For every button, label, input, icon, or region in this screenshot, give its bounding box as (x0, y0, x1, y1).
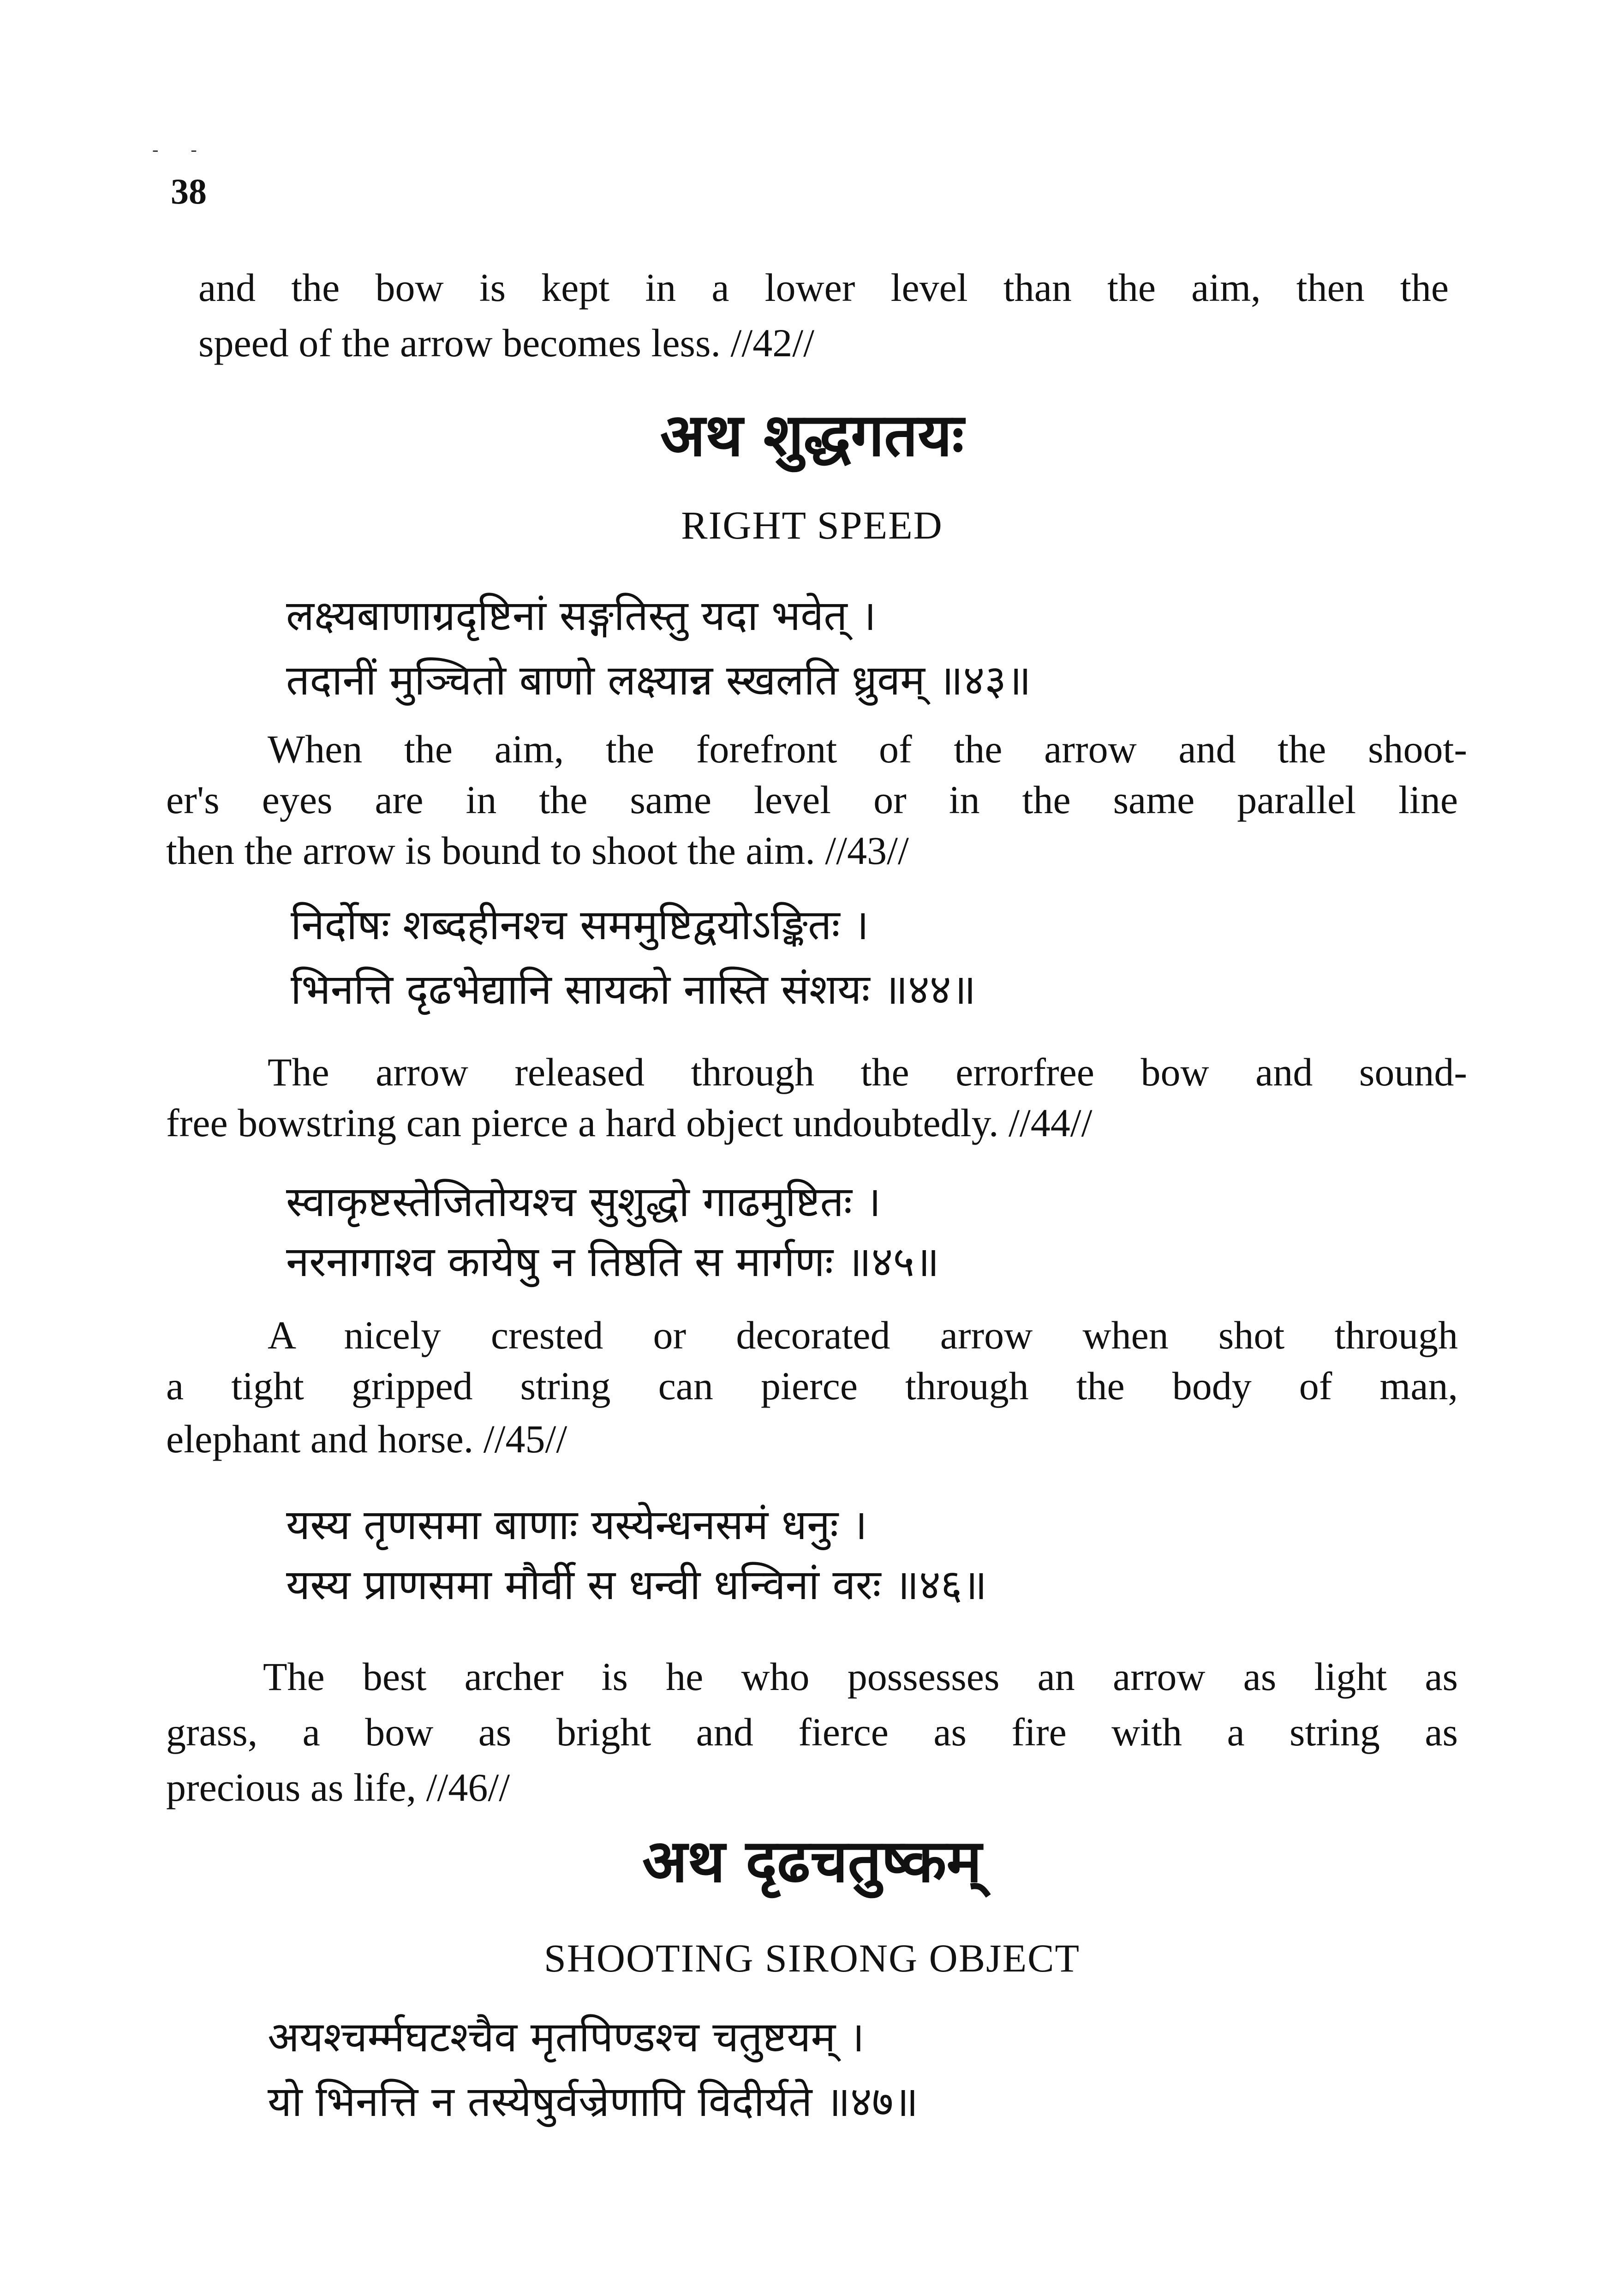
verse-45-line-2: नरनागाश्व कायेषु न तिष्ठति स मार्गणः ॥४५॥ (286, 1238, 940, 1286)
verse-44-line-1: निर्दोषः शब्दहीनश्च सममुष्टिद्वयोऽङ्कितः । (291, 901, 869, 949)
paragraph-46-line-1: The best archer is he who possesses an arrow as light as (263, 1654, 1458, 1699)
verse-46-line-1: यस्य तृणसमा बाणाः यस्येन्धनसमं धनुः । (286, 1501, 867, 1549)
paragraph-42-line-1: and the bow is kept in a lower level than the aim, then the (198, 265, 1449, 310)
paragraph-42-line-2: speed of the arrow becomes less. //42// (198, 321, 815, 365)
page-number: 38 (171, 171, 207, 211)
verse-43-line-2: तदानीं मुञ्चितो बाणो लक्ष्यान्न स्खलति ध्रुवम् ॥४३॥ (286, 656, 1031, 705)
section-heading-english-right-speed: RIGHT SPEED (681, 503, 943, 547)
paragraph-45-line-3: elephant and horse. //45// (166, 1417, 567, 1461)
verse-47-line-2: यो भिनत्ति न तस्येषुर्वज्रेणापि विदीर्यते ॥४७॥ (268, 2078, 919, 2126)
paragraph-45-line-2: a tight gripped string can pierce through the body of man, (166, 1364, 1458, 1408)
verse-43-line-1: लक्ष्यबाणाग्रदृष्टिनां सङ्गतिस्तु यदा भवेत् । (286, 592, 877, 640)
verse-46-line-2: यस्य प्राणसमा मौर्वी स धन्वी धन्विनां वरः ॥४६॥ (286, 1561, 987, 1609)
paragraph-46-line-2: grass, a bow as bright and fierce as fire with a string as (166, 1710, 1458, 1754)
verse-47-line-1: अयश्चर्म्मघटश्चैव मृतपिण्डश्च चतुष्टयम् । (268, 2013, 865, 2061)
paragraph-44-line-1: The arrow released through the errorfree bow and sound- (268, 1050, 1467, 1094)
section-heading-sanskrit-strong-object: अथ दृढचतुष्कम् (642, 1827, 982, 1896)
paragraph-43-line-3: then the arrow is bound to shoot the aim. //43// (166, 828, 909, 873)
paragraph-44-line-2: free bowstring can pierce a hard object undoubtedly. //44// (166, 1101, 1093, 1145)
page-top-mark: - - (152, 139, 211, 160)
paragraph-46-line-3: precious as life, //46// (166, 1765, 510, 1810)
paragraph-43-line-2: er's eyes are in the same level or in the same parallel line (166, 778, 1458, 822)
section-heading-english-strong-object: SHOOTING SIRONG OBJECT (543, 1936, 1081, 1980)
verse-45-line-1: स्वाकृष्टस्तेजितोयश्च सुशुद्धो गाढमुष्टितः । (286, 1178, 881, 1226)
paragraph-43-line-1: When the aim, the forefront of the arrow and the shoot- (268, 727, 1467, 771)
verse-44-line-2: भिनत्ति दृढभेद्यानि सायको नास्ति संशयः ॥४४॥ (291, 965, 976, 1014)
section-heading-sanskrit-right-speed: अथ शुद्धगतयः (660, 401, 964, 470)
paragraph-45-line-1: A nicely crested or decorated arrow when shot through (268, 1313, 1458, 1357)
